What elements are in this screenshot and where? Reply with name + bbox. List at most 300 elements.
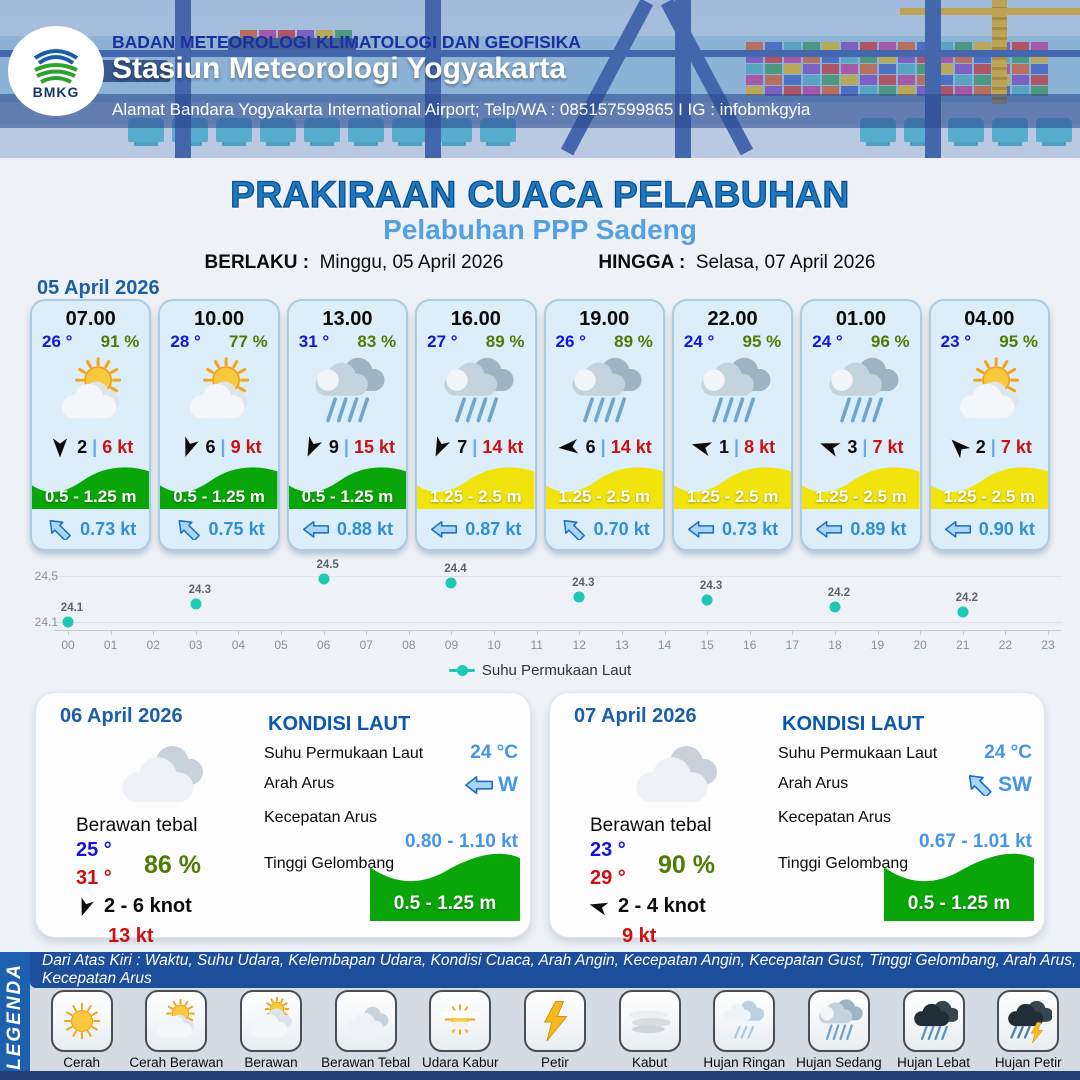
current-direction-icon (687, 519, 715, 540)
gridline (54, 622, 1062, 623)
card-wave-range: 0.5 - 1.25 m (173, 487, 265, 507)
x-tick-label: 08 (402, 638, 416, 652)
hourly-forecast-row (30, 299, 1050, 551)
sst-value: 24 °C (984, 742, 1032, 763)
daily-gust: 13 kt (108, 925, 154, 947)
x-tick (878, 630, 879, 635)
y-tick-label: 24.5 (34, 569, 58, 583)
card-wind-row (546, 431, 663, 463)
legend-icon-box (335, 990, 397, 1052)
x-tick (111, 630, 112, 635)
card-wave-band (802, 463, 919, 510)
card-wave-range: 1.25 - 2.5 m (429, 487, 522, 507)
bmkg-logo-label: BMKG (32, 84, 80, 100)
x-tick (451, 630, 452, 635)
current-direction-icon (559, 519, 587, 540)
udara-kabur-icon (436, 997, 484, 1045)
x-tick (196, 630, 197, 635)
x-tick-label: 04 (231, 638, 246, 652)
card-weather-icon-wrap (417, 352, 534, 431)
card-temperature: 26 ° (42, 332, 73, 351)
x-tick (494, 630, 495, 635)
card-humidity: 89 % (614, 332, 653, 351)
data-point-label: 24.2 (955, 591, 978, 604)
current-direction-value (464, 773, 518, 797)
current-direction-icon (815, 519, 843, 540)
x-tick-label: 21 (956, 638, 970, 652)
cerah-berawan-icon (152, 997, 200, 1045)
berlaku (205, 252, 504, 274)
card-current-row (160, 509, 277, 549)
forecast-card (800, 299, 921, 551)
legend-item-label: Udara Kabur (422, 1055, 499, 1070)
daily-humidity: 86 % (144, 851, 201, 879)
x-tick (409, 630, 410, 635)
data-point (957, 606, 968, 617)
x-tick (963, 630, 964, 635)
chart-legend-label: Suhu Permukaan Laut (481, 662, 632, 679)
x-tick (238, 630, 239, 635)
legend-item-label: Hujan Lebat (897, 1055, 970, 1070)
berlaku-value: Minggu, 05 April 2026 (319, 252, 504, 273)
wind-gust-separator: | (734, 436, 740, 457)
x-tick (68, 630, 69, 635)
data-point (318, 574, 329, 585)
x-tick (792, 630, 793, 635)
sst-label: Suhu Permukaan Laut (264, 745, 424, 762)
wind-direction-icon (947, 435, 971, 459)
sea-conditions (768, 693, 1046, 939)
x-tick (622, 630, 623, 635)
legend-icon-box (713, 990, 775, 1052)
card-wind-speed: 1 (719, 436, 730, 457)
card-current-row (289, 509, 406, 549)
wind-gust-separator: | (472, 436, 478, 457)
legend-icon-box (808, 990, 870, 1052)
page-subtitle: Pelabuhan PPP Sadeng (383, 214, 697, 245)
card-humidity: 77 % (229, 332, 268, 351)
card-wave-band (160, 463, 277, 510)
temp-humidity-row (289, 331, 406, 352)
card-current-row (931, 509, 1048, 549)
card-weather-icon-wrap (289, 352, 406, 431)
x-tick-label: 07 (359, 638, 373, 652)
legend-footer-strip (0, 1071, 1080, 1080)
card-gust: 7 kt (1000, 436, 1032, 457)
daily-wind-row (588, 895, 706, 918)
legend-item-label: Kabut (631, 1055, 668, 1070)
cerah-berawan-icon (53, 354, 129, 430)
legend-icon-box (429, 990, 491, 1052)
card-gust: 9 kt (230, 436, 262, 457)
y-tick-label: 24.1 (34, 615, 58, 629)
x-tick-label: 00 (61, 638, 75, 652)
card-current-row (417, 509, 534, 549)
legend-item (319, 990, 413, 1070)
page-title: PRAKIRAAN CUACA PELABUHAN (230, 174, 850, 215)
card-current-speed: 0.87 kt (465, 518, 522, 539)
sst-value: 24 °C (470, 742, 518, 763)
x-tick (707, 630, 708, 635)
temp-humidity-row (802, 331, 919, 352)
card-time: 04.00 (964, 308, 1015, 330)
card-wind-row (289, 431, 406, 463)
temp-humidity-row (546, 331, 663, 352)
forecast-card (287, 299, 408, 551)
wind-gust-separator: | (862, 436, 868, 457)
x-tick (153, 630, 154, 635)
card-temperature: 24 ° (683, 332, 715, 351)
wave-height-label: Tinggi Gelombang (264, 855, 395, 872)
card-wave-band (289, 463, 406, 510)
card-weather-icon-wrap (160, 352, 277, 431)
daily-gust: 9 kt (622, 925, 657, 947)
card-temperature: 31 ° (298, 332, 330, 351)
forecast-card (158, 299, 279, 551)
current-direction-icon (302, 519, 330, 540)
card-current-speed: 0.75 kt (208, 518, 265, 539)
legend-item (981, 990, 1075, 1070)
header-banner (0, 0, 1080, 158)
wind-gust-separator: | (92, 436, 98, 457)
current-direction-icon (45, 519, 73, 540)
hujan-ringan-icon (720, 997, 768, 1045)
card-current-speed: 0.89 kt (850, 518, 907, 539)
card-temperature: 26 ° (555, 332, 586, 351)
hingga-value: Selasa, 07 April 2026 (695, 252, 876, 273)
daily-wind-range: 2 - 6 knot (104, 895, 192, 917)
legend-sidebar-label: LEGENDA (4, 962, 25, 1070)
card-wave-range: 1.25 - 2.5 m (558, 487, 651, 507)
legend-item (224, 990, 318, 1070)
legend-items (30, 990, 1080, 1070)
legend-item-label: Hujan Petir (994, 1055, 1062, 1070)
legend-icon-box (997, 990, 1059, 1052)
temp-humidity-row (674, 331, 791, 352)
card-weather-icon-wrap (931, 352, 1048, 431)
card-time: 13.00 (322, 308, 373, 330)
card-wind-speed: 7 (457, 436, 468, 457)
wind-direction-icon (48, 435, 72, 459)
wind-direction-icon (588, 896, 610, 918)
card-wind-speed: 3 (847, 436, 858, 457)
current-direction-icon (944, 519, 972, 540)
data-point-label: 24.3 (699, 580, 723, 593)
card-wave-band (931, 463, 1048, 510)
current-direction-value (964, 773, 1032, 797)
card-current-row (674, 509, 791, 549)
wind-direction-icon (557, 435, 581, 459)
card-humidity: 96 % (870, 332, 910, 351)
cerah-icon (58, 997, 106, 1045)
daily-wind-row (74, 895, 192, 918)
hujan-petir-icon (1004, 997, 1052, 1045)
daily-date: 06 April 2026 (60, 705, 183, 727)
daily-wave-band (370, 841, 520, 921)
card-wind-row (674, 431, 791, 463)
data-point (574, 591, 585, 602)
current-direction-icon (964, 774, 994, 796)
berawan-tebal-icon (114, 727, 206, 819)
daily-wind-range: 2 - 4 knot (618, 895, 706, 917)
current-direction-icon (464, 774, 494, 796)
daily-date: 07 April 2026 (574, 705, 697, 727)
data-point-label: 24.1 (60, 602, 84, 614)
card-wave-range: 1.25 - 2.5 m (686, 487, 779, 507)
temp-humidity-row (32, 331, 149, 352)
card-humidity: 89 % (485, 332, 525, 351)
sea-conditions-title: KONDISI LAUT (268, 713, 411, 735)
forecast-card (544, 299, 665, 551)
card-current-row (546, 509, 663, 549)
hujan-sedang-icon (815, 997, 863, 1045)
legend-icon-box (51, 990, 113, 1052)
x-tick (324, 630, 325, 635)
wave-height-label: Tinggi Gelombang (778, 855, 909, 872)
daily-temp-max: 29 ° (590, 867, 626, 889)
hujan-sedang-icon (566, 354, 642, 430)
card-weather-icon-wrap (546, 352, 663, 431)
card-wind-speed: 6 (205, 436, 216, 457)
legend-item-label: Berawan (244, 1055, 298, 1070)
x-tick (366, 630, 367, 635)
x-tick-label: 13 (615, 638, 629, 652)
data-point (702, 595, 713, 606)
current-speed-value: 0.67 - 1.01 kt (918, 831, 1032, 852)
card-gust: 6 kt (102, 436, 134, 457)
legend-item (413, 990, 507, 1070)
kabut-icon (626, 997, 674, 1045)
card-wave-range: 1.25 - 2.5 m (815, 487, 907, 507)
x-tick-label: 14 (657, 638, 672, 652)
daily-condition: Berawan tebal (76, 815, 198, 836)
hingga-label: HINGGA : (598, 252, 686, 273)
daily-weather-icon-wrap (628, 727, 720, 824)
card-time: 19.00 (579, 308, 630, 330)
station-name: Stasiun Meteorologi Yogyakarta (112, 52, 566, 85)
legend-icon-box (903, 990, 965, 1052)
data-point (829, 602, 840, 613)
card-time: 01.00 (835, 308, 886, 330)
current-direction-label: Arah Arus (778, 775, 849, 792)
x-tick-label: 22 (998, 638, 1013, 652)
current-direction-icon (174, 519, 202, 540)
cerah-berawan-icon (181, 354, 257, 430)
berawan-icon (247, 997, 295, 1045)
sst-chart (0, 556, 1080, 692)
legend-item (508, 990, 602, 1070)
sea-conditions (254, 693, 532, 939)
x-tick-label: 16 (743, 638, 757, 652)
daily-temp-min: 25 ° (76, 839, 112, 861)
card-temperature: 23 ° (940, 332, 972, 351)
x-tick (835, 630, 836, 635)
card-weather-icon-wrap (802, 352, 919, 431)
current-speed-value: 0.80 - 1.10 kt (404, 831, 518, 852)
data-point-label: 24.4 (444, 562, 467, 575)
card-wave-band (674, 463, 791, 510)
temp-humidity-row (931, 331, 1048, 352)
legend-item-label: Berawan Tebal (321, 1055, 411, 1070)
card-current-row (32, 509, 149, 549)
card-wave-range: 0.5 - 1.25 m (301, 487, 394, 507)
x-tick (1005, 630, 1006, 635)
data-point (63, 617, 74, 628)
legend-item-label: Petir (541, 1055, 569, 1070)
data-point (190, 598, 201, 609)
legend-description: Dari Atas Kiri : Waktu, Suhu Udara, Kelembapan Udara, Kondisi Cuaca, Arah Angin, Kecepatan Angin, Kecepatan Gust, Tinggi Gelombang, Arah Arus, Kecepatan Arus (30, 952, 1080, 988)
card-humidity: 95 % (742, 332, 782, 351)
x-tick (579, 630, 580, 635)
card-wave-range: 1.25 - 2.5 m (943, 487, 1036, 507)
data-point-label: 24.3 (572, 576, 595, 589)
x-tick (920, 630, 921, 635)
sst-label: Suhu Permukaan Laut (778, 745, 938, 762)
forecast-card (929, 299, 1050, 551)
legend-icon-box (240, 990, 302, 1052)
card-wave-band (417, 463, 534, 510)
card-gust: 8 kt (744, 436, 776, 457)
legend-item (603, 990, 697, 1070)
daily-wave-range: 0.5 - 1.25 m (393, 893, 497, 914)
card-wave-band (546, 463, 663, 510)
card-current-speed: 0.70 kt (593, 518, 650, 539)
forecast-card (672, 299, 793, 551)
forecast-date: 05 April 2026 (37, 277, 160, 299)
x-tick (750, 630, 751, 635)
hujan-lebat-icon (910, 997, 958, 1045)
card-gust: 14 kt (482, 436, 524, 457)
daily-wave-band (884, 841, 1034, 921)
card-current-speed: 0.73 kt (722, 518, 779, 539)
legend-item-label: Hujan Sedang (796, 1055, 882, 1070)
x-tick-label: 15 (700, 638, 714, 652)
berawan-tebal-icon (342, 997, 390, 1045)
legend-icon-box (524, 990, 586, 1052)
wind-direction-icon (300, 435, 324, 459)
card-time: 16.00 (450, 308, 501, 330)
berlaku-label: BERLAKU : (204, 252, 310, 273)
hingga (598, 252, 875, 274)
card-humidity: 83 % (357, 332, 397, 351)
wind-direction-icon (177, 435, 201, 459)
card-weather-icon-wrap (32, 352, 149, 431)
petir-icon (531, 997, 579, 1045)
validity-row (0, 252, 1080, 274)
daily-card (549, 692, 1045, 947)
current-speed-label: Kecepatan Arus (264, 809, 377, 826)
current-direction-text: W (498, 773, 518, 796)
wind-gust-separator: | (990, 436, 996, 457)
card-wind-speed: 2 (77, 436, 88, 457)
daily-temp-min: 23 ° (590, 839, 626, 861)
forecast-card (30, 299, 151, 551)
bmkg-logo (8, 26, 104, 116)
card-current-speed: 0.88 kt (336, 518, 393, 539)
card-time: 22.00 (707, 308, 758, 330)
legend-item-label: Hujan Ringan (703, 1055, 786, 1070)
x-tick-label: 20 (913, 638, 927, 652)
wind-direction-icon (74, 896, 96, 918)
wind-gust-separator: | (220, 436, 226, 457)
wind-gust-separator: | (343, 436, 349, 457)
card-temperature: 27 ° (427, 332, 458, 351)
card-wind-row (32, 431, 149, 463)
x-tick-label: 17 (785, 638, 800, 652)
daily-condition: Berawan tebal (590, 815, 712, 836)
agency-name: BADAN METEOROLOGI KLIMATOLOGI DAN GEOFISIKA (112, 32, 581, 52)
legend-item-label: Cerah (63, 1055, 101, 1070)
card-temperature: 24 ° (812, 332, 843, 351)
card-humidity: 95 % (999, 332, 1038, 351)
card-weather-icon-wrap (674, 352, 791, 431)
current-direction-label: Arah Arus (264, 775, 335, 792)
bmkg-emblem-icon (29, 42, 83, 86)
card-current-speed: 0.90 kt (978, 518, 1035, 539)
x-tick-label: 05 (274, 638, 288, 652)
hujan-sedang-icon (823, 354, 899, 430)
x-tick (537, 630, 538, 635)
temp-humidity-row (160, 331, 277, 352)
gridline (54, 576, 1062, 577)
x-tick-label: 02 (146, 638, 160, 652)
station-address: Alamat Bandara Yogyakarta International Airport; Telp/WA : 085157599865 I IG : infobmkgyia (112, 100, 811, 119)
card-gust: 14 kt (610, 436, 652, 457)
card-wave-band (32, 463, 149, 510)
wind-direction-icon (428, 435, 452, 459)
current-direction-text: SW (998, 773, 1032, 796)
x-tick-label: 03 (189, 638, 203, 652)
hujan-sedang-icon (309, 354, 385, 430)
x-tick-label: 11 (530, 638, 543, 652)
x-tick (281, 630, 282, 635)
card-time: 07.00 (65, 308, 116, 330)
wind-direction-icon (818, 435, 842, 459)
legend-item-label: Cerah Berawan (129, 1055, 224, 1070)
card-current-speed: 0.73 kt (80, 518, 137, 539)
wind-gust-separator: | (600, 436, 606, 457)
data-point-label: 24.2 (827, 587, 851, 600)
daily-temp-max: 31 ° (76, 867, 112, 889)
card-wind-row (802, 431, 919, 463)
legend-icon-box (619, 990, 681, 1052)
card-gust: 7 kt (872, 436, 904, 457)
daily-wave-range: 0.5 - 1.25 m (907, 893, 1011, 914)
hujan-sedang-icon (438, 354, 514, 430)
card-temperature: 28 ° (170, 332, 201, 351)
card-gust: 15 kt (353, 436, 395, 457)
chart-legend-marker-icon (449, 669, 475, 672)
temp-humidity-row (417, 331, 534, 352)
daily-card (35, 692, 531, 947)
legend-sidebar (0, 952, 30, 1080)
card-wind-row (931, 431, 1048, 463)
hujan-sedang-icon (695, 354, 771, 430)
card-wind-speed: 2 (975, 436, 986, 457)
sea-conditions-title: KONDISI LAUT (782, 713, 925, 735)
legend-item (35, 990, 129, 1070)
daily-humidity: 90 % (658, 851, 715, 879)
card-time: 10.00 (194, 308, 245, 330)
legend-item (697, 990, 791, 1070)
card-wind-speed: 6 (585, 436, 596, 457)
data-point (446, 577, 457, 588)
x-tick-label: 12 (572, 638, 586, 652)
card-current-row (802, 509, 919, 549)
x-tick (665, 630, 666, 635)
x-tick-label: 19 (870, 638, 885, 652)
legend-item (129, 990, 223, 1070)
